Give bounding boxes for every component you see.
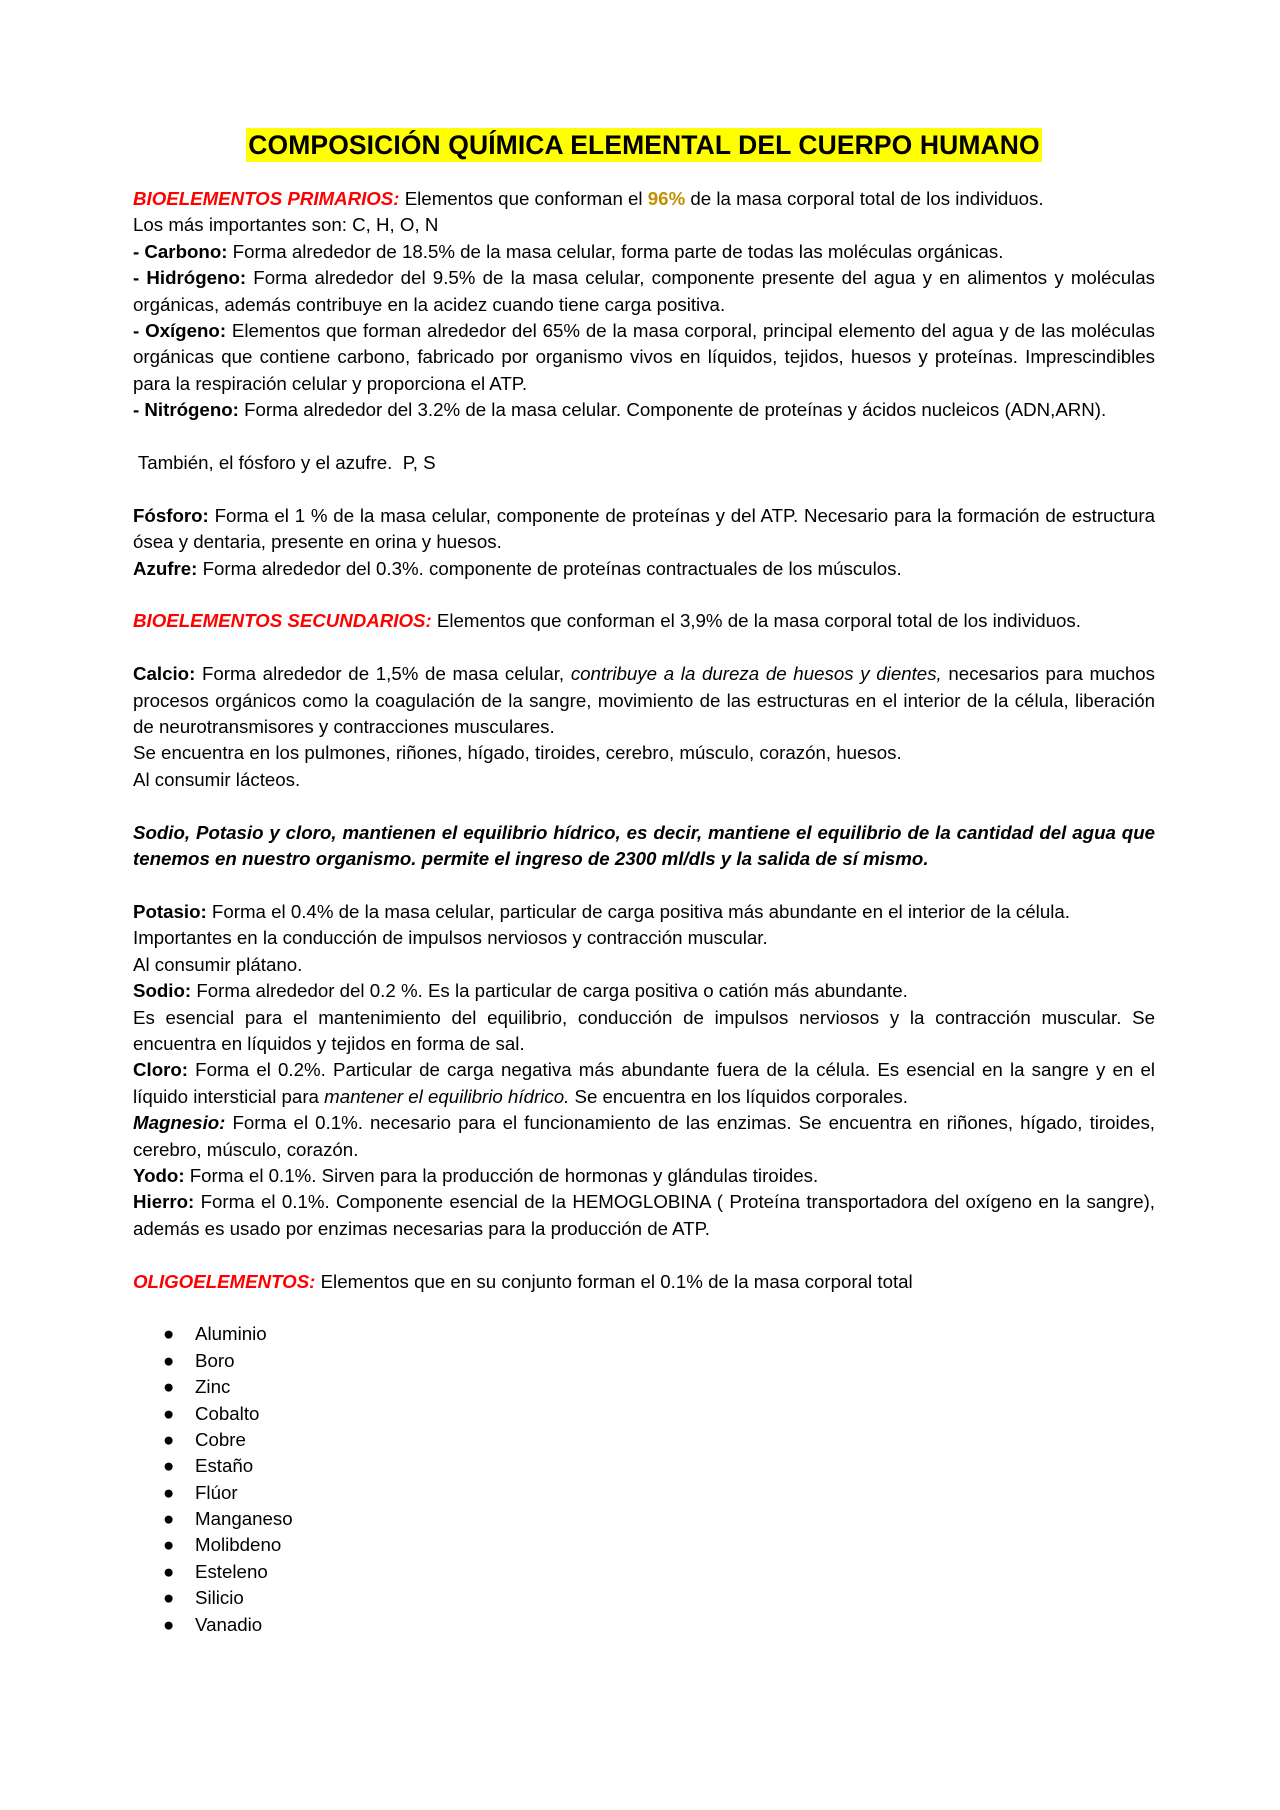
yodo-text: Forma el 0.1%. Sirven para la producción de hormonas y glándulas tiroides. <box>184 1164 819 1186</box>
sodio-text: Forma alrededor del 0.2 %. Es la particular de carga positiva o catión más abundante. <box>191 980 908 1002</box>
azufre-paragraph <box>133 556 1155 582</box>
list-item-label: Estaño <box>195 1455 254 1477</box>
nitrogeno-paragraph <box>133 397 1155 423</box>
primarios-heading: BIOELEMENTOS PRIMARIOS: <box>133 188 400 209</box>
hierro-text: Forma el 0.1%. Componente esencial de la HEMOGLOBINA ( Proteína transportadora del oxígeno en la sangre), además es usado por enzimas necesarias para la producción de ATP. <box>133 1191 1155 1239</box>
hierro-label: Hierro: <box>133 1191 195 1213</box>
carbono-text: Forma alrededor de 18.5% de la masa celular, forma parte de todas las moléculas orgánicas. <box>227 240 1004 262</box>
list-item-label: Silicio <box>195 1587 244 1609</box>
hidrogeno-text: Forma alrededor del 9.5% de la masa celular, componente presente del agua y en alimentos y moléculas orgánicas, además contribuye en la acidez cuando tiene carga positiva. <box>133 267 1155 315</box>
bullet-icon: ● <box>163 1349 175 1371</box>
oxigeno-paragraph <box>133 318 1155 397</box>
potasio-label: Potasio: <box>133 900 207 922</box>
bullet-icon: ● <box>163 1534 175 1556</box>
nitrogeno-label: - Nitrógeno: <box>133 399 239 421</box>
potasio-line2: Importantes en la conducción de impulsos nerviosos y contracción muscular. <box>133 927 768 949</box>
list-item-label: Cobalto <box>195 1402 260 1424</box>
fosforo-paragraph <box>133 503 1155 556</box>
fosforo-text: Forma el 1 % de la masa celular, componente de proteínas y del ATP. Necesario para la formación de estructura ósea y dentaria, presente en orina y huesos. <box>133 504 1155 553</box>
oligo-heading: OLIGOELEMENTOS: <box>133 1270 316 1292</box>
list-item <box>133 1585 1155 1611</box>
potasio-paragraph <box>133 899 1155 925</box>
bullet-icon: ● <box>163 1481 175 1503</box>
yodo-paragraph <box>133 1163 1155 1189</box>
oxigeno-text: Elementos que forman alrededor del 65% de la masa corporal, principal elemento del agua y de las moléculas orgánicas que contiene carbono, fabricado por organismo vivos en líquidos, tejidos, huesos y proteínas. Imprescindibles para la respiración celular y proporciona el ATP. <box>133 320 1156 394</box>
list-item-label: Esteleno <box>195 1560 268 1582</box>
primarios-intro-after: de la masa corporal total de los individuos. <box>685 188 1044 209</box>
azufre-label: Azufre: <box>133 557 198 579</box>
list-item-label: Flúor <box>195 1481 238 1503</box>
carbono-label: - Carbono: <box>133 240 228 262</box>
sodio-label: Sodio: <box>133 980 192 1002</box>
page-title: COMPOSICIÓN QUÍMICA ELEMENTAL DEL CUERPO HUMANO <box>248 130 1040 160</box>
nitrogeno-text: Forma alrededor del 3.2% de la masa celular. Componente de proteínas y ácidos nucleicos (ADN,ARN). <box>238 399 1107 421</box>
calcio-source: Al consumir lácteos. <box>133 768 301 790</box>
hierro-paragraph <box>133 1189 1155 1242</box>
oligo-intro-text: Elementos que en su conjunto forman el 0.1% de la masa corporal total <box>315 1270 913 1292</box>
spacer <box>133 582 1155 608</box>
magnesio-text: Forma el 0.1%. necesario para el funcionamiento de las enzimas. Se encuentra en riñones, hígado, tiroides, cerebro, músculo, corazón. <box>133 1112 1155 1160</box>
bullet-icon: ● <box>163 1560 175 1582</box>
magnesio-paragraph <box>133 1110 1155 1163</box>
primarios-intro-before: Elementos que conforman el <box>399 188 648 209</box>
spacer <box>133 635 1155 661</box>
spacer <box>133 424 1155 450</box>
cloro-text-b: Se encuentra en los líquidos corporales. <box>569 1085 908 1107</box>
list-item-label: Aluminio <box>195 1323 267 1345</box>
magnesio-label: Magnesio: <box>133 1112 226 1134</box>
list-item <box>133 1480 1155 1506</box>
list-item-label: Molibdeno <box>195 1534 282 1556</box>
oligo-list <box>133 1321 1155 1638</box>
spacer <box>133 476 1155 502</box>
oxigeno-label: - Oxígeno: <box>133 320 227 342</box>
sodio-paragraph <box>133 978 1155 1004</box>
hidrogeno-label: - Hidrógeno: <box>133 267 247 289</box>
list-item <box>133 1559 1155 1585</box>
list-item <box>133 1453 1155 1479</box>
list-item <box>133 1532 1155 1558</box>
oligo-intro <box>133 1269 1155 1295</box>
spacer <box>133 1242 1155 1268</box>
cloro-italic: mantener el equilibrio hídrico. <box>324 1085 570 1107</box>
bullet-icon: ● <box>163 1323 175 1345</box>
carbono-paragraph <box>133 239 1155 265</box>
azufre-text: Forma alrededor del 0.3%. componente de proteínas contractuales de los músculos. <box>197 557 902 579</box>
list-item-label: Cobre <box>195 1428 246 1450</box>
bullet-icon: ● <box>163 1455 175 1477</box>
equilibrio-note: Sodio, Potasio y cloro, mantienen el equilibrio hídrico, es decir, mantiene el equilibrio de la cantidad del agua que tenemos en nuestro organismo. permite el ingreso de 2300 ml/dls y la salida de sí mismo. <box>133 821 1155 870</box>
list-item <box>133 1401 1155 1427</box>
most-important-line: Los más importantes son: C, H, O, N <box>133 214 439 236</box>
primarios-intro <box>133 186 1155 212</box>
secundarios-heading: BIOELEMENTOS SECUNDARIOS: <box>133 610 432 632</box>
document-page <box>133 128 1155 1638</box>
bullet-icon: ● <box>163 1587 175 1609</box>
calcio-text-b: necesarios para muchos procesos orgánicos como la coagulación de la sangre, movimiento de las estructuras en el interior de la célula, liberación de neurotransmisores y contracciones musculares. <box>133 663 1155 738</box>
bullet-icon: ● <box>163 1613 175 1635</box>
list-item-label: Manganeso <box>195 1508 293 1530</box>
list-item <box>133 1427 1155 1453</box>
calcio-label: Calcio: <box>133 663 196 685</box>
yodo-label: Yodo: <box>133 1164 185 1186</box>
list-item-label: Boro <box>195 1349 235 1371</box>
calcio-italic: contribuye a la dureza de huesos y dientes, <box>570 663 942 685</box>
list-item <box>133 1612 1155 1638</box>
bullet-icon: ● <box>163 1376 175 1398</box>
list-item <box>133 1348 1155 1374</box>
potasio-text: Forma el 0.4% de la masa celular, particular de carga positiva más abundante en el interior de la célula. <box>206 900 1070 922</box>
tambien-line: También, el fósforo y el azufre. P, S <box>133 452 436 474</box>
calcio-location: Se encuentra en los pulmones, riñones, hígado, tiroides, cerebro, músculo, corazón, huesos. <box>133 742 902 764</box>
calcio-paragraph <box>133 661 1155 740</box>
secundarios-intro-text: Elementos que conforman el 3,9% de la masa corporal total de los individuos. <box>431 610 1081 632</box>
bullet-icon: ● <box>163 1508 175 1530</box>
cloro-text-a: Forma el 0.2%. Particular de carga negativa más abundante fuera de la célula. Es esencial en la sangre y en el líquido intersticial para <box>133 1059 1155 1107</box>
potasio-source: Al consumir plátano. <box>133 953 303 975</box>
spacer <box>133 793 1155 819</box>
primarios-percentage: 96% <box>647 188 686 209</box>
list-item-label: Vanadio <box>195 1613 263 1635</box>
list-item <box>133 1374 1155 1400</box>
bullet-icon: ● <box>163 1428 175 1450</box>
sodio-line2: Es esencial para el mantenimiento del equilibrio, conducción de impulsos nerviosos y la contracción muscular. Se encuentra en líquidos y tejidos en forma de sal. <box>133 1006 1155 1054</box>
list-item <box>133 1506 1155 1532</box>
list-item-label: Zinc <box>195 1376 231 1398</box>
title-container <box>133 128 1155 164</box>
bullet-icon: ● <box>163 1402 175 1424</box>
spacer <box>133 1295 1155 1321</box>
hidrogeno-paragraph <box>133 265 1155 318</box>
cloro-paragraph <box>133 1057 1155 1110</box>
calcio-text-a: Forma alrededor de 1,5% de masa celular, <box>195 663 571 685</box>
list-item <box>133 1321 1155 1347</box>
fosforo-label: Fósforo: <box>133 504 209 526</box>
secundarios-intro <box>133 608 1155 634</box>
spacer <box>133 872 1155 898</box>
cloro-label: Cloro: <box>133 1059 189 1081</box>
